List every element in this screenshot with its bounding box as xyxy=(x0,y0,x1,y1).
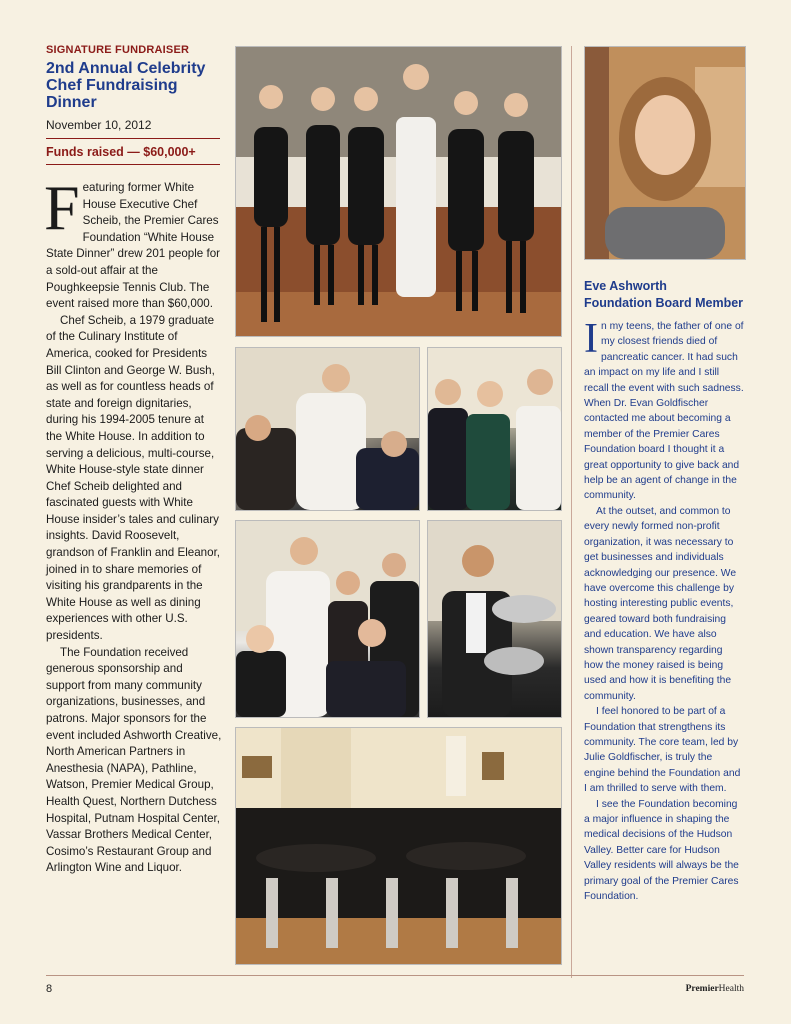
article-paragraph: Chef Scheib, a 1979 graduate of the Culinary Institute of America, cooked for Presidents Bill Clinton and George W. Bush, as well as for countless heads of state and foreign dignitaries, during his 1994-2005 tenure at the White House. In addition to serving a delicious, multi-course, White House-style state dinner Chef Scheib delighted and fascinated guests with White House insider’s tales and culinary insights. David Roosevelt, grandson of Franklin and Eleanor, joined in to share memories of visiting his grandparents in the White House as well as dining experiences with other U.S. presidents. xyxy=(46,313,221,643)
dining-room-photo xyxy=(235,727,562,965)
guests-group-photo xyxy=(427,347,562,511)
divider-rule xyxy=(46,138,220,139)
article-paragraph: Featuring former White House Executive Chef Scheib, the Premier Cares Foundation “White House State Dinner” drew 201 people for a sold-out affair at the Poughkeepsie Tennis Club. The event raised more than $60,000. xyxy=(44,172,221,311)
magazine-name: PremierHealth xyxy=(685,984,744,994)
bio-paragraph: In my teens, the father of one of my closest friends died of pancreatic cancer. It had such an impact on my life and I still recall the event with such sadness. When Dr. Evan Goldfischer contacted me about becoming a member of the Premier Cares Foundation board I thought it a great opportunity to give back and help be an agent of change in the community. xyxy=(584,316,744,502)
article-headline: 2nd Annual Celebrity Chef Fundraising Dinner xyxy=(46,60,206,111)
column-divider xyxy=(571,46,572,978)
bio-body xyxy=(584,316,744,904)
group-photo-staircase xyxy=(235,46,562,337)
footer-rule xyxy=(46,975,744,976)
divider-rule xyxy=(46,164,220,165)
drop-cap: I xyxy=(584,316,598,362)
bio-role: Foundation Board Member xyxy=(584,296,744,310)
drop-cap: F xyxy=(44,172,80,243)
eve-ashworth-portrait xyxy=(584,46,746,260)
event-date: November 10, 2012 xyxy=(46,118,152,132)
article-paragraph: The Foundation received generous sponsorship and support from many community organizations, businesses, and patrons. Major sponsors for the event included Ashworth Creative, North American Partners in Anesthesia (NAPA), Pathline, Watson, Premier Medical Group, Health Quest, Northern Dutchess Hospital, Putnam Hospital Center, Vassar Brothers Medical Center, Cosimo’s Restaurant Group and Arlington Wine and Liquor. xyxy=(46,645,222,875)
article-body xyxy=(44,172,222,877)
bio-paragraph: I see the Foundation becoming a major influence in shaping the medical decisions of the Hudson Valley. Better care for Hudson Valley residents will always be the primary goal of the Premier Cares Foundation. xyxy=(584,798,739,903)
funds-raised: Funds raised — $60,000+ xyxy=(46,145,196,159)
bio-paragraph: I feel honored to be part of a Foundation that strengthens its community. The core team, led by Julie Goldfischer, is truly the engine behind the Foundation and I am thrilled to serve with them. xyxy=(584,706,741,795)
page-number: 8 xyxy=(46,983,53,995)
chef-at-table-photo xyxy=(235,347,420,511)
bio-name: Eve Ashworth xyxy=(584,279,667,293)
section-kicker: SIGNATURE FUNDRAISER xyxy=(46,44,190,56)
bio-paragraph: At the outset, and common to every newly formed non-profit organization, it was necessary to get businesses and individuals acknowledging our presence. We have overcome this challenge by hosting interesting public events, geared toward both fundraising and education. We have also shown transparency regarding how the money raised is being used and how it is benefiting the community. xyxy=(584,505,737,702)
server-with-platter-photo xyxy=(427,520,562,718)
chef-with-guests-photo xyxy=(235,520,420,718)
